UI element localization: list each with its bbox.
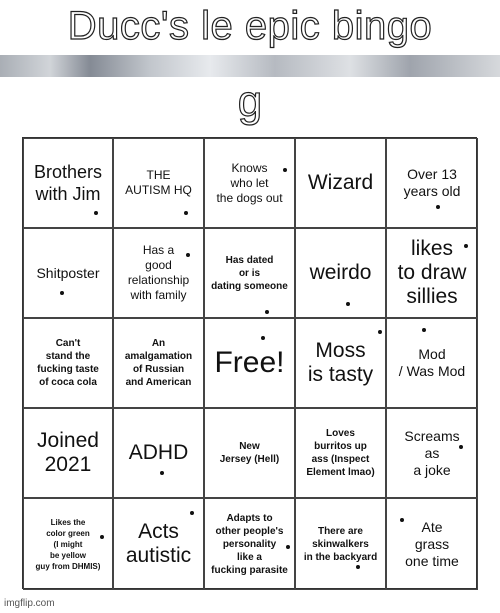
- bingo-cell[interactable]: [386, 138, 478, 228]
- marker-dot: [378, 330, 382, 334]
- bingo-cell[interactable]: [23, 318, 113, 408]
- cell-label: Knows who let the dogs out: [216, 160, 283, 205]
- watermark: imgflip.com: [4, 598, 55, 609]
- cell-label: An amalgamation of Russian and American: [124, 338, 193, 388]
- marker-dot: [94, 211, 98, 215]
- bingo-cell[interactable]: [204, 408, 295, 498]
- cell-label: weirdo: [309, 261, 372, 284]
- marker-dot: [286, 545, 290, 549]
- bingo-grid: [22, 137, 477, 589]
- cell-label: Can't stand the fucking taste of coca cola: [37, 338, 99, 388]
- cell-label: likes to draw sillies: [397, 237, 467, 308]
- cell-label: Free!: [214, 346, 285, 379]
- bingo-cell[interactable]: [386, 408, 478, 498]
- cell-label: Has a good relationship with family: [127, 243, 190, 302]
- bingo-cell[interactable]: [23, 498, 113, 590]
- marker-dot: [356, 565, 360, 569]
- marker-dot: [265, 310, 269, 314]
- cell-label: Wizard: [307, 171, 374, 194]
- bingo-cell[interactable]: [386, 498, 478, 590]
- cell-label: Joined 2021: [37, 429, 99, 476]
- bingo-cell[interactable]: [23, 138, 113, 228]
- bingo-cell[interactable]: [113, 498, 204, 590]
- cell-label: Likes the color green (I might be yellow guy from DHMIS): [35, 517, 101, 571]
- marker-dot: [464, 244, 468, 248]
- bingo-cell[interactable]: [295, 498, 386, 590]
- cell-label: ADHD: [128, 441, 189, 464]
- bingo-cell[interactable]: [23, 228, 113, 318]
- cell-label: Ate grass one time: [405, 518, 459, 569]
- marker-dot: [186, 253, 190, 257]
- cell-label: Over 13 years old: [403, 166, 461, 199]
- page-subtitle: g: [237, 77, 263, 126]
- cell-label: Loves burritos up ass (Inspect Element lmao): [306, 428, 375, 478]
- marker-dot: [283, 168, 287, 172]
- marker-dot: [184, 211, 188, 215]
- marker-dot: [160, 471, 164, 475]
- cell-label: Moss is tasty: [307, 339, 374, 386]
- bingo-cell[interactable]: [23, 408, 113, 498]
- cell-label: New Jersey (Hell): [219, 441, 280, 465]
- bingo-cell[interactable]: [295, 138, 386, 228]
- bingo-cell[interactable]: [113, 408, 204, 498]
- bingo-cell[interactable]: [386, 228, 478, 318]
- marker-dot: [422, 328, 426, 332]
- marker-dot: [400, 518, 404, 522]
- cell-label: THE AUTISM HQ: [125, 168, 192, 197]
- marker-dot: [60, 291, 64, 295]
- bingo-cell[interactable]: [295, 228, 386, 318]
- cell-label: There are skinwalkers in the backyard: [303, 525, 378, 563]
- cell-label: Mod / Was Mod: [398, 346, 466, 379]
- bingo-cell[interactable]: [204, 228, 295, 318]
- bingo-cell[interactable]: [113, 228, 204, 318]
- marker-dot: [261, 336, 265, 340]
- marker-dot: [436, 205, 440, 209]
- bingo-cell[interactable]: [386, 318, 478, 408]
- cell-label: Shitposter: [36, 264, 100, 281]
- marker-dot: [190, 511, 194, 515]
- bingo-cell[interactable]: [113, 318, 204, 408]
- bingo-cell[interactable]: [204, 498, 295, 590]
- bingo-cell[interactable]: [295, 408, 386, 498]
- cell-label: Has dated or is dating someone: [211, 254, 288, 292]
- bingo-cell[interactable]: [113, 138, 204, 228]
- cell-label: Acts autistic: [125, 520, 192, 567]
- cell-label: Adapts to other people's personality like a fucking parasite: [211, 512, 288, 576]
- bingo-cell[interactable]: [204, 318, 295, 408]
- bingo-cell[interactable]: [204, 138, 295, 228]
- marker-dot: [100, 535, 104, 539]
- page-title: Ducc's le epic bingo: [67, 4, 433, 48]
- bingo-cell[interactable]: [295, 318, 386, 408]
- cell-label: Brothers with Jim: [33, 162, 103, 204]
- marker-dot: [459, 445, 463, 449]
- cell-label: Screams as a joke: [404, 427, 460, 478]
- marker-dot: [346, 302, 350, 306]
